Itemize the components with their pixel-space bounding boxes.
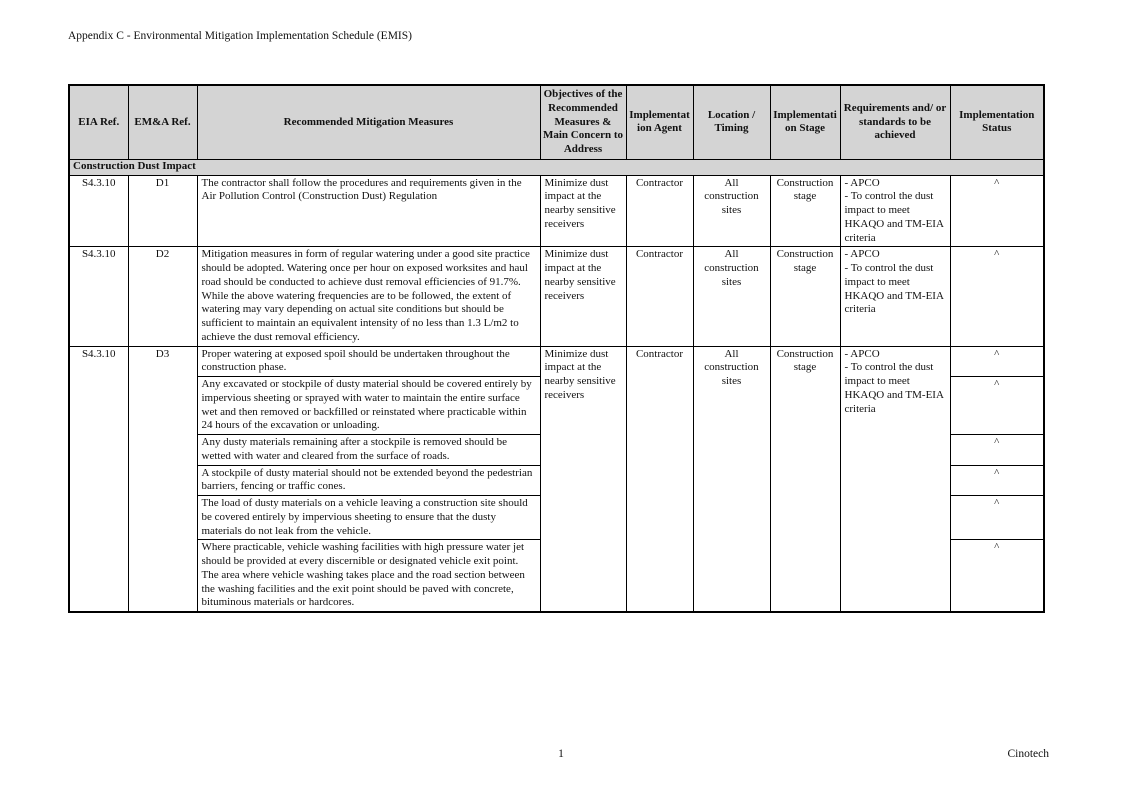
cell-implementation-status: ^ xyxy=(950,465,1044,496)
column-header-objectives: Objectives of the Recommended Measures & Main Concern to Address xyxy=(540,85,626,159)
cell-mitigation-measure: Mitigation measures in form of regular watering under a good site practice should be adopted. Watering once per hour on exposed worksites and haul road should be conducted to achieve dust removal efficiencies of 91.7%. While the above watering frequencies are to be followed, the extent of watering may vary depending on actual site conditions but should be sufficient to maintain an equivalent intensity of no less than 1.3 L/m2 to achieve the dust removal efficiency. xyxy=(197,247,540,346)
header-row xyxy=(69,85,1044,159)
column-header-requirements: Requirements and/ or standards to be achieved xyxy=(840,85,950,159)
cell-mitigation-measure: Where practicable, vehicle washing facilities with high pressure water jet should be provided at every discernible or designated vehicle exit point. The area where vehicle washing takes place and the road section between the washing facilities and the exit point should be paved with concrete, bituminous materials or hardcores. xyxy=(197,540,540,612)
cell-ema-ref: D1 xyxy=(128,175,197,247)
cell-mitigation-measure: Any dusty materials remaining after a stockpile is removed should be wetted with water and cleared from the surface of roads. xyxy=(197,435,540,466)
cell-eia-ref: S4.3.10 xyxy=(69,346,128,612)
table-row xyxy=(69,247,1044,346)
section-row xyxy=(69,159,1044,175)
cell-location-timing: All construction sites xyxy=(693,247,770,346)
emis-table-wrapper xyxy=(68,84,1043,613)
column-header-eia-ref: EIA Ref. xyxy=(69,85,128,159)
column-header-location-timing: Location / Timing xyxy=(693,85,770,159)
cell-implementation-status: ^ xyxy=(950,247,1044,346)
document-title: Appendix C - Environmental Mitigation Implementation Schedule (EMIS) xyxy=(68,30,412,42)
cell-mitigation-measure: Proper watering at exposed spoil should be undertaken throughout the construction phase. xyxy=(197,346,540,377)
cell-mitigation-measure: The load of dusty materials on a vehicle leaving a construction site should be covered entirely by impervious sheeting to ensure that the dusty materials do not leak from the vehicle. xyxy=(197,496,540,540)
cell-mitigation-measure: Any excavated or stockpile of dusty material should be covered entirely by impervious sheeting or sprayed with water to maintain the entire surface wet and then removed or backfilled or reinstated where practicable within 24 hours of the excavation or unloading. xyxy=(197,377,540,435)
cell-implementation-stage: Construction stage xyxy=(770,175,840,247)
cell-objectives: Minimize dust impact at the nearby sensitive receivers xyxy=(540,247,626,346)
cell-location-timing: All construction sites xyxy=(693,346,770,612)
footer-company: Cinotech xyxy=(1007,748,1049,760)
table-header xyxy=(69,85,1044,159)
section-header: Construction Dust Impact xyxy=(69,159,1044,175)
column-header-agent: Implementation Agent xyxy=(626,85,693,159)
cell-implementation-status: ^ xyxy=(950,435,1044,466)
cell-objectives: Minimize dust impact at the nearby sensitive receivers xyxy=(540,346,626,612)
cell-requirements: - APCO - To control the dust impact to meet HKAQO and TM-EIA criteria xyxy=(840,175,950,247)
cell-requirements: - APCO - To control the dust impact to meet HKAQO and TM-EIA criteria xyxy=(840,346,950,612)
cell-eia-ref: S4.3.10 xyxy=(69,175,128,247)
cell-mitigation-measure: A stockpile of dusty material should not be extended beyond the pedestrian barriers, fencing or traffic cones. xyxy=(197,465,540,496)
cell-requirements: - APCO - To control the dust impact to meet HKAQO and TM-EIA criteria xyxy=(840,247,950,346)
cell-ema-ref: D2 xyxy=(128,247,197,346)
cell-implementation-status: ^ xyxy=(950,377,1044,435)
cell-implementation-agent: Contractor xyxy=(626,247,693,346)
cell-objectives: Minimize dust impact at the nearby sensitive receivers xyxy=(540,175,626,247)
column-header-measures: Recommended Mitigation Measures xyxy=(197,85,540,159)
table-body xyxy=(69,159,1044,612)
table-row xyxy=(69,175,1044,247)
mitigation-schedule-table xyxy=(68,84,1045,613)
cell-implementation-status: ^ xyxy=(950,496,1044,540)
footer-page-number: 1 xyxy=(558,748,564,760)
cell-mitigation-measure: The contractor shall follow the procedures and requirements given in the Air Pollution Control (Construction Dust) Regulation xyxy=(197,175,540,247)
cell-implementation-agent: Contractor xyxy=(626,175,693,247)
column-header-status: Implementation Status xyxy=(950,85,1044,159)
cell-implementation-stage: Construction stage xyxy=(770,346,840,612)
table-row xyxy=(69,346,1044,377)
cell-ema-ref: D3 xyxy=(128,346,197,612)
cell-implementation-stage: Construction stage xyxy=(770,247,840,346)
cell-location-timing: All construction sites xyxy=(693,175,770,247)
cell-implementation-status: ^ xyxy=(950,540,1044,612)
cell-implementation-status: ^ xyxy=(950,346,1044,377)
cell-eia-ref: S4.3.10 xyxy=(69,247,128,346)
column-header-ema-ref: EM&A Ref. xyxy=(128,85,197,159)
cell-implementation-agent: Contractor xyxy=(626,346,693,612)
column-header-stage: Implementation Stage xyxy=(770,85,840,159)
cell-implementation-status: ^ xyxy=(950,175,1044,247)
